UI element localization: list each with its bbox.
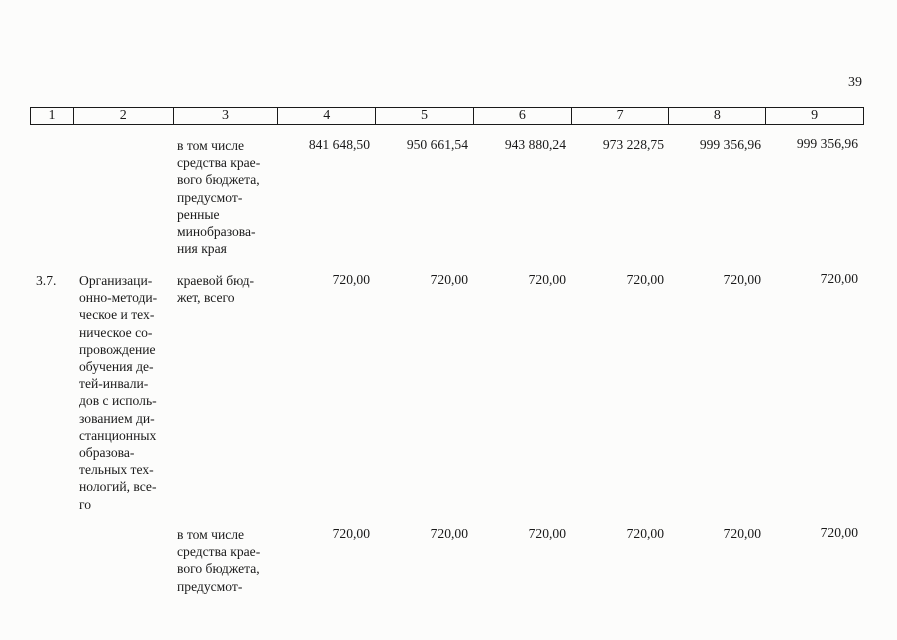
source-line: предусмот- <box>177 189 243 205</box>
name-line: станционных <box>79 427 157 443</box>
row-source-cell <box>177 526 275 595</box>
name-line: тельных тех- <box>79 462 154 478</box>
value-col-4: 720,00 <box>332 272 370 287</box>
value-col-8: 720,00 <box>723 526 761 541</box>
page-number: 39 <box>848 75 862 90</box>
row-source-cell <box>177 272 275 306</box>
source-line: краевой бюд- <box>177 273 255 288</box>
source-line: средства крае- <box>177 544 261 560</box>
value-col-7: 973 228,75 <box>602 137 664 152</box>
name-line: онно-методи- <box>79 290 158 306</box>
value-col-7: 720,00 <box>626 272 664 287</box>
value-col-7: 720,00 <box>626 526 664 541</box>
name-line: нологий, все- <box>79 479 157 495</box>
value-col-6: 720,00 <box>528 272 566 287</box>
source-line: вого бюджета, <box>177 172 260 188</box>
value-col-9: 720,00 <box>820 271 858 286</box>
name-line: ческое и тех- <box>79 307 155 323</box>
name-line: Организаци- <box>79 273 153 288</box>
value-col-8: 720,00 <box>723 272 761 287</box>
table-header-row <box>30 107 864 125</box>
name-line: дов с исполь- <box>79 393 157 409</box>
name-line: зованием ди- <box>79 410 155 426</box>
name-line: го <box>79 496 92 512</box>
header-col-9: 9 <box>811 108 819 123</box>
source-line: предусмот- <box>177 578 243 594</box>
source-line: в том числе <box>177 138 245 153</box>
value-col-6: 720,00 <box>528 526 566 541</box>
header-col-2: 2 <box>74 108 174 124</box>
value-col-5: 950 661,54 <box>406 137 468 152</box>
source-line: средства крае- <box>177 155 261 171</box>
header-col-6: 6 <box>474 108 572 124</box>
header-col-8: 8 <box>669 108 766 124</box>
value-col-9: 999 356,96 <box>796 136 858 151</box>
header-col-5: 5 <box>376 108 474 124</box>
source-line: жет, всего <box>177 290 235 306</box>
name-line: ническое со- <box>79 324 153 340</box>
value-col-4: 720,00 <box>332 526 370 541</box>
value-col-8: 999 356,96 <box>699 137 761 152</box>
row-number: 3.7. <box>36 273 57 288</box>
value-col-4: 841 648,50 <box>308 137 370 152</box>
value-col-5: 720,00 <box>430 272 468 287</box>
source-line: ренные <box>177 206 220 222</box>
source-line: вого бюджета, <box>177 561 260 577</box>
value-col-9: 720,00 <box>820 525 858 540</box>
value-col-6: 943 880,24 <box>504 137 566 152</box>
name-line: провождение <box>79 341 156 357</box>
source-line: в том числе <box>177 527 245 542</box>
source-line: минобразова- <box>177 224 256 240</box>
header-col-7: 7 <box>572 108 670 124</box>
row-source-cell <box>177 137 275 257</box>
name-line: обучения де- <box>79 359 154 375</box>
row-name-cell <box>79 272 165 513</box>
value-col-5: 720,00 <box>430 526 468 541</box>
header-col-4: 4 <box>278 108 376 124</box>
source-line: ния края <box>177 241 227 257</box>
header-col-1: 1 <box>31 108 74 124</box>
name-line: образова- <box>79 445 135 461</box>
name-line: тей-инвали- <box>79 376 149 392</box>
header-col-3: 3 <box>174 108 279 124</box>
